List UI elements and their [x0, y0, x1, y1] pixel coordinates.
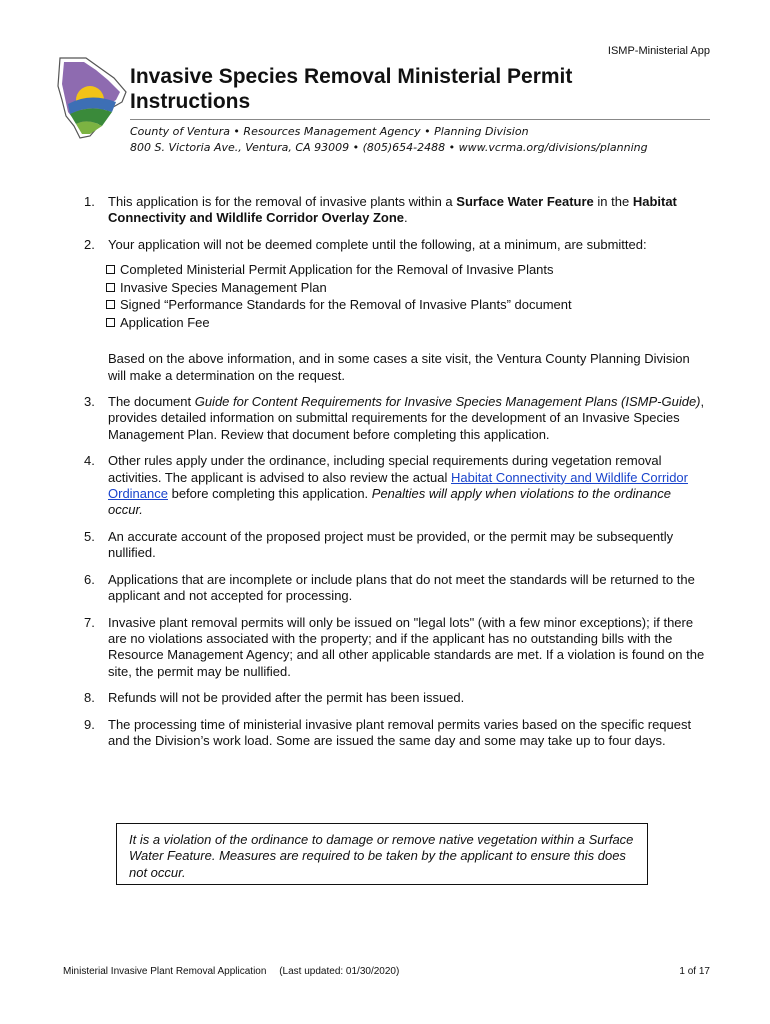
checkbox-icon: [106, 300, 115, 309]
list-item: [58, 453, 708, 519]
list-item: [58, 572, 708, 605]
page-number: 1 of 17: [679, 966, 710, 977]
checklist-item: [106, 279, 708, 297]
item-number: 4.: [84, 453, 95, 469]
item-text: Your application will not be deemed complete until the following, at a minimum, are submitted:: [108, 236, 647, 252]
item-number: 2.: [84, 236, 95, 252]
list-item: [58, 529, 708, 562]
list-item: [58, 717, 708, 750]
item-number: 1.: [84, 194, 95, 209]
checklist-label: Completed Ministerial Permit Application for the Removal of Invasive Plants: [120, 262, 554, 278]
address-line: 800 S. Victoria Ave., Ventura, CA 93009 • (805)654-2488 • www.vcrma.org/divisions/planning: [130, 141, 648, 154]
county-map-icon: [56, 56, 128, 140]
ordinance-link[interactable]: Habitat Connectivity and Wildlife Corridor Ordinance: [108, 469, 688, 502]
checklist-item: [106, 296, 708, 314]
item-text: Invasive plant removal permits will only be issued on "legal lots" (with a few minor exceptions); if there are no violations associated with the property; and if the applicant has no outstanding bills with the Resource Management Agency; and all other applicable standards are met. If a violation is found on the site, the permit may be nullified.: [108, 614, 705, 679]
item-number: 7.: [84, 614, 95, 630]
checklist-label: Invasive Species Management Plan: [120, 279, 327, 295]
checkbox-icon: [106, 265, 115, 274]
list-item: [58, 194, 708, 227]
list-item: [58, 394, 708, 443]
item-bold-text: Surface Water Feature: [456, 194, 594, 209]
item-number: 5.: [84, 528, 95, 544]
footer-updated: (Last updated: 01/30/2020): [279, 966, 400, 977]
violation-callout: It is a violation of the ordinance to damage or remove native vegetation within a Surface Water Feature. Measures are required to be taken by the applicant to ensure this does not occur.: [116, 823, 648, 885]
item-text: The document: [108, 394, 195, 410]
item-text: This application is for the removal of invasive plants within a: [108, 194, 457, 209]
page-footer: [63, 966, 409, 977]
agency-info: [130, 124, 648, 156]
item-text: , provides detailed information on submittal requirements for the development of an Invasive Species Management Plan. Review that document before completing this application.: [108, 394, 705, 442]
penalty-warning: Penalties will apply when violations to the ordinance occur.: [108, 486, 671, 518]
list-item: [58, 615, 708, 681]
list-item: [58, 690, 708, 706]
item-number: 8.: [84, 690, 95, 706]
checklist-label: Application Fee: [120, 314, 210, 330]
item-bold-text: Habitat Connectivity and Wildlife Corridor Overlay Zone: [108, 194, 677, 226]
submittal-checklist: [106, 261, 708, 331]
item-text: Other rules apply under the ordinance, including special requirements during vegetation removal activities. The applicant is advised to also review the actual: [108, 453, 662, 485]
checkbox-icon: [106, 318, 115, 327]
item-number: 9.: [84, 716, 95, 732]
list-item: [58, 237, 708, 384]
determination-note: Based on the above information, and in some cases a site visit, the Ventura County Planning Division will make a determination on the request.: [108, 351, 690, 383]
item-text: The processing time of ministerial invasive plant removal permits varies based on the specific request and the Division’s work load. Some are issued the same day and some may take up to four days.: [108, 716, 692, 748]
item-text: before completing this application.: [167, 486, 372, 502]
checkbox-icon: [106, 283, 115, 292]
agency-line: County of Ventura • Resources Management Agency • Planning Division: [130, 125, 529, 138]
item-text: in the: [593, 194, 633, 209]
item-text: An accurate account of the proposed project must be provided, or the permit may be subsequently nullified.: [108, 528, 674, 561]
footer-doc-name: Ministerial Invasive Plant Removal Application: [63, 966, 267, 977]
guide-title: Guide for Content Requirements for Invasive Species Management Plans (ISMP-Guide): [194, 394, 701, 410]
page-title: Invasive Species Removal Ministerial Permit Instructions: [130, 65, 573, 113]
item-number: 3.: [84, 394, 95, 410]
title-divider: [130, 119, 710, 120]
document-tag: ISMP-Ministerial App: [607, 45, 710, 57]
instruction-list: [58, 194, 708, 759]
item-text: Refunds will not be provided after the permit has been issued.: [108, 690, 465, 706]
item-text: Applications that are incomplete or include plans that do not meet the standards will be returned to the applicant and not accepted for processing.: [108, 571, 695, 604]
item-number: 6.: [84, 571, 95, 587]
checklist-label: Signed “Performance Standards for the Removal of Invasive Plants” document: [120, 297, 572, 313]
checklist-item: [106, 314, 708, 332]
checklist-item: [106, 261, 708, 279]
item-text: .: [404, 210, 408, 226]
